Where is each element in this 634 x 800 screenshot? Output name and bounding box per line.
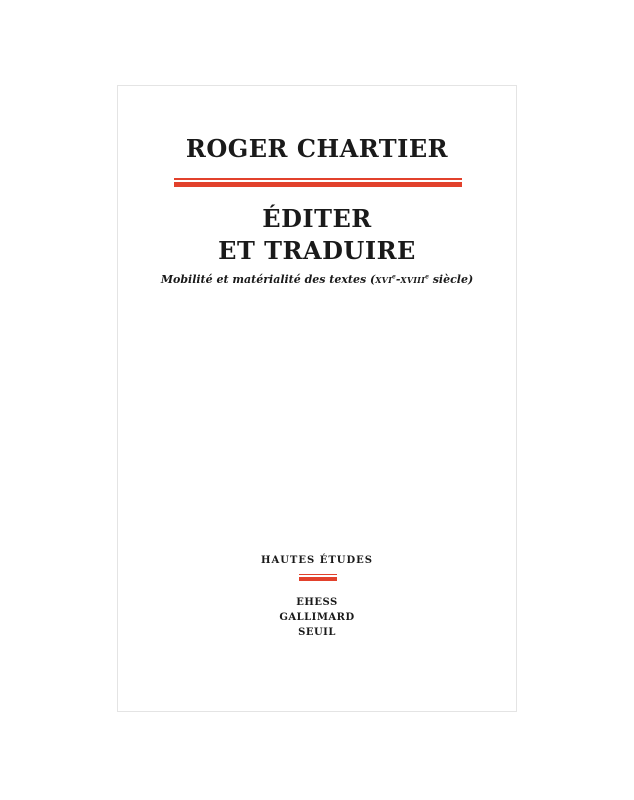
publisher-gallimard: GALLIMARD — [279, 612, 355, 623]
rule-thick-line — [174, 182, 462, 187]
book-title-line-2: ET TRADUIRE — [218, 236, 416, 265]
century-start: XVI — [375, 275, 393, 285]
collection-name: HAUTES ÉTUDES — [261, 555, 373, 566]
publisher-list — [118, 595, 516, 640]
publisher-ehess: EHESS — [296, 597, 338, 608]
century-start-sup: e — [392, 273, 396, 281]
subtitle-suffix: siècle) — [428, 273, 474, 286]
red-double-rule — [174, 178, 462, 187]
book-cover — [117, 85, 517, 712]
century-end-sup: e — [425, 273, 429, 281]
subtitle-prefix: Mobilité et matérialité des textes ( — [160, 273, 376, 286]
author-name: ROGER CHARTIER — [185, 134, 449, 163]
publisher-seuil: SEUIL — [298, 627, 336, 638]
book-title-line-1: ÉDITER — [262, 204, 372, 233]
book-subtitle — [118, 273, 516, 286]
small-rule-thick-line — [299, 577, 337, 581]
century-separator: - — [395, 273, 401, 286]
century-end: XVIII — [400, 275, 426, 285]
small-red-rule — [299, 574, 337, 581]
